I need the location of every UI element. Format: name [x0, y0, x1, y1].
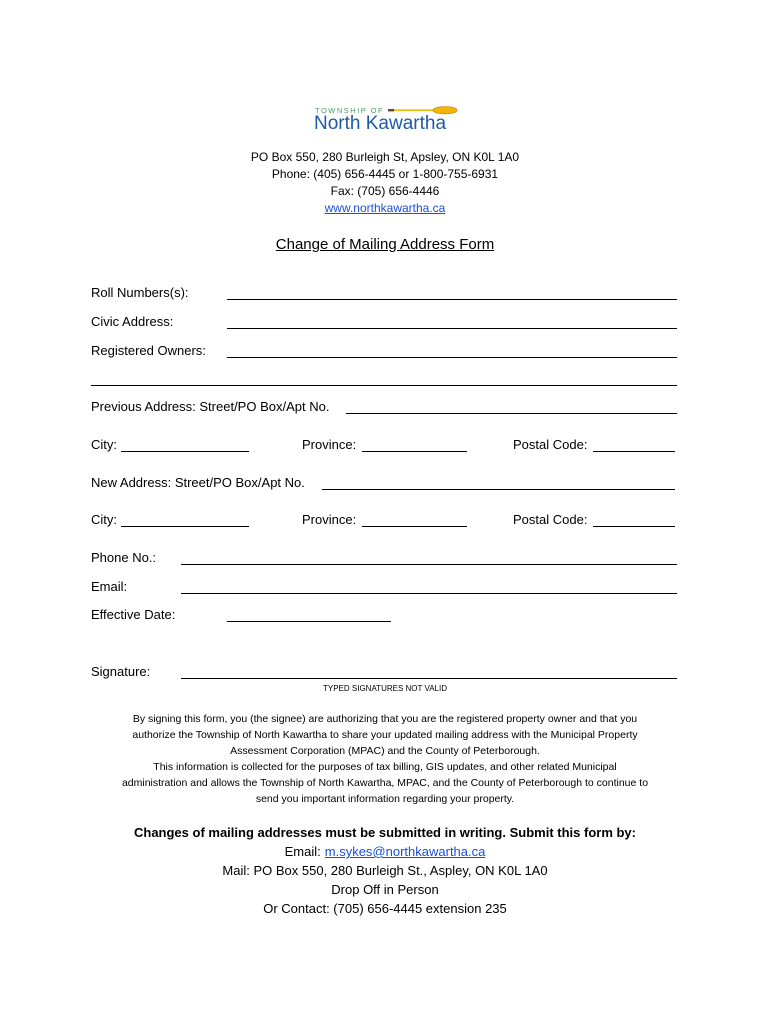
new-address-field[interactable]	[322, 489, 675, 490]
registered-owners-field-extra[interactable]	[91, 385, 677, 386]
new-province-field[interactable]	[362, 526, 467, 527]
previous-postal-code-label: Postal Code:	[513, 437, 588, 452]
civic-address-field[interactable]	[227, 328, 677, 329]
submit-email-line	[0, 842, 770, 861]
new-city-field[interactable]	[121, 526, 249, 527]
submit-heading: Changes of mailing addresses must be submitted in writing. Submit this form by:	[133, 825, 636, 840]
signature-label: Signature:	[91, 664, 151, 679]
submit-drop-off-line: Drop Off in Person	[331, 882, 439, 897]
consent-line: By signing this form, you (the signee) are authorizing that you are the registered property owner and that you	[132, 713, 638, 725]
new-postal-code-field[interactable]	[593, 526, 675, 527]
new-address-label: New Address: Street/PO Box/Apt No.	[91, 475, 305, 490]
header-address-line: PO Box 550, 280 Burleigh St, Apsley, ON K0L 1A0	[250, 150, 520, 164]
consent-paragraph	[0, 711, 770, 807]
previous-city-field[interactable]	[121, 451, 249, 452]
previous-address-label: Previous Address: Street/PO Box/Apt No.	[91, 399, 330, 414]
previous-postal-code-field[interactable]	[593, 451, 675, 452]
consent-line: Assessment Corporation (MPAC) and the County of Peterborough.	[230, 745, 540, 757]
logo-township-name: North Kawartha	[314, 113, 447, 134]
new-city-label: City:	[91, 512, 117, 527]
previous-address-field[interactable]	[346, 413, 677, 414]
contact-header	[0, 149, 770, 217]
consent-line: send you important information regarding your property.	[255, 793, 515, 805]
signature-field[interactable]	[181, 678, 677, 679]
header-fax-line: Fax: (705) 656-4446	[330, 184, 440, 198]
email-field[interactable]	[181, 593, 677, 594]
effective-date-field[interactable]	[227, 621, 391, 622]
signature-note: TYPED SIGNATURES NOT VALID	[322, 684, 448, 693]
new-province-label: Province:	[302, 512, 357, 527]
consent-line: administration and allows the Township of North Kawartha, MPAC, and the County of Peterborough to continue to	[121, 777, 649, 789]
submit-mail-line: Mail: PO Box 550, 280 Burleigh St., Aspley, ON K0L 1A0	[222, 863, 548, 878]
submit-email-link[interactable]: m.sykes@northkawartha.ca	[324, 844, 486, 859]
logo-top-text: TOWNSHIP OF	[315, 106, 385, 115]
consent-line: This information is collected for the purposes of tax billing, GIS updates, and other related Municipal	[153, 761, 617, 773]
previous-province-field[interactable]	[362, 451, 467, 452]
previous-city-label: City:	[91, 437, 117, 452]
submit-contact-line: Or Contact: (705) 656-4445 extension 235	[263, 901, 507, 916]
email-label: Email:	[91, 579, 128, 594]
website-link[interactable]: www.northkawartha.ca	[324, 201, 446, 215]
roll-numbers-label: Roll Numbers(s):	[91, 285, 189, 300]
registered-owners-field[interactable]	[227, 357, 677, 358]
new-postal-code-label: Postal Code:	[513, 512, 588, 527]
submit-instructions	[0, 823, 770, 918]
effective-date-label: Effective Date:	[91, 607, 176, 622]
form-title	[0, 236, 770, 254]
phone-field[interactable]	[181, 564, 677, 565]
civic-address-label: Civic Address:	[91, 314, 174, 329]
submit-email-prefix: Email:	[284, 844, 321, 859]
form-title-text: Change of Mailing Address Form	[275, 236, 495, 253]
phone-label: Phone No.:	[91, 550, 157, 565]
header-phone-line: Phone: (405) 656-4445 or 1-800-755-6931	[271, 167, 499, 181]
previous-province-label: Province:	[302, 437, 357, 452]
registered-owners-label: Registered Owners:	[91, 343, 206, 358]
roll-numbers-field[interactable]	[227, 299, 677, 300]
consent-line: authorize the Township of North Kawartha to share your updated mailing address with the Municipal Property	[132, 729, 638, 741]
